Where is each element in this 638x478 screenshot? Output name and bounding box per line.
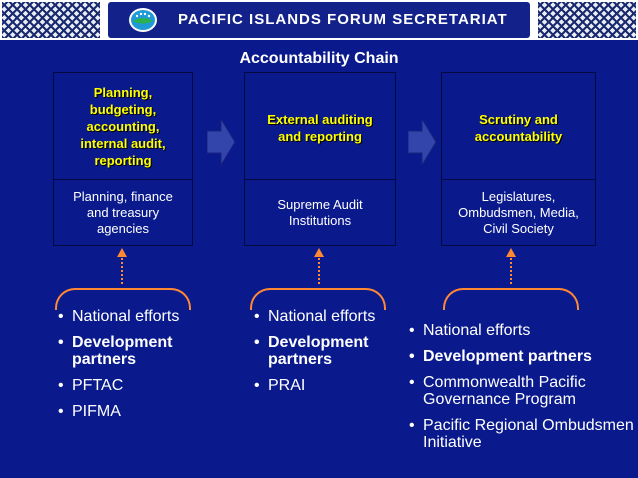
stage-actors <box>442 179 595 245</box>
support-bracket <box>55 288 191 310</box>
stage-box-scrutiny <box>441 72 596 246</box>
stage-actor-line: and treasury <box>86 204 160 220</box>
support-bracket <box>250 288 386 310</box>
stage-title-line: budgeting, <box>89 101 157 117</box>
list-item: • Development partners <box>254 334 404 368</box>
list-item: • National efforts <box>254 308 404 325</box>
list-item: • Development partners <box>409 348 635 365</box>
tapa-pattern-right <box>538 2 636 38</box>
stage-title-line: and reporting <box>278 129 362 144</box>
stage-title-line: Scrutiny and <box>479 112 558 127</box>
forum-logo-icon <box>128 6 158 34</box>
list-item: • Pacific Regional Ombudsmen Initiative <box>409 417 635 451</box>
stage-actor-line: Institutions <box>288 212 352 228</box>
stage-title-line: External auditing <box>267 112 373 127</box>
stage-actor-line: agencies <box>96 220 150 236</box>
page-title: Accountability Chain <box>239 50 399 67</box>
stage-title-line: internal audit, <box>80 135 166 151</box>
stage-actor-line: Civil Society <box>483 220 554 236</box>
support-list-external-audit <box>254 308 404 403</box>
stage-title-line: accounting, <box>86 118 160 134</box>
stage-title-line: reporting <box>94 152 152 168</box>
flow-arrow-icon <box>408 119 436 165</box>
stage-actor-line: Ombudsmen, Media, <box>458 204 579 220</box>
up-arrow-icon <box>116 248 128 284</box>
stage-actor-line: Legislatures, <box>481 188 556 204</box>
stage-actor-line: Planning, finance <box>73 188 173 204</box>
list-item: • PRAI <box>254 377 404 394</box>
banner-title-bar <box>108 2 530 38</box>
stage-title <box>442 73 595 179</box>
support-list-planning <box>58 308 208 429</box>
list-item: • National efforts <box>409 322 635 339</box>
stage-title-line: accountability <box>474 129 563 144</box>
list-item: • PFTAC <box>58 377 208 394</box>
list-item: • PIFMA <box>58 403 208 420</box>
stage-box-planning <box>53 72 193 246</box>
up-arrow-icon <box>505 248 517 284</box>
stage-actor-line: Supreme Audit <box>277 196 363 212</box>
stage-actors <box>245 179 395 245</box>
stage-title <box>245 73 395 179</box>
stage-title <box>54 73 192 179</box>
tapa-pattern-left <box>2 2 100 38</box>
up-arrow-icon <box>313 248 325 284</box>
list-item: • Commonwealth Pacific Governance Program <box>409 374 635 408</box>
header-banner <box>0 0 638 40</box>
flow-arrow-icon <box>207 119 235 165</box>
list-item: • National efforts <box>58 308 208 325</box>
stage-title-line: Planning, <box>93 84 153 100</box>
list-item: • Development partners <box>58 334 208 368</box>
support-bracket <box>443 288 579 310</box>
stage-actors <box>54 179 192 245</box>
support-list-scrutiny <box>409 322 635 460</box>
banner-title: PACIFIC ISLANDS FORUM SECRETARIAT <box>178 11 508 28</box>
stage-box-external-audit <box>244 72 396 246</box>
